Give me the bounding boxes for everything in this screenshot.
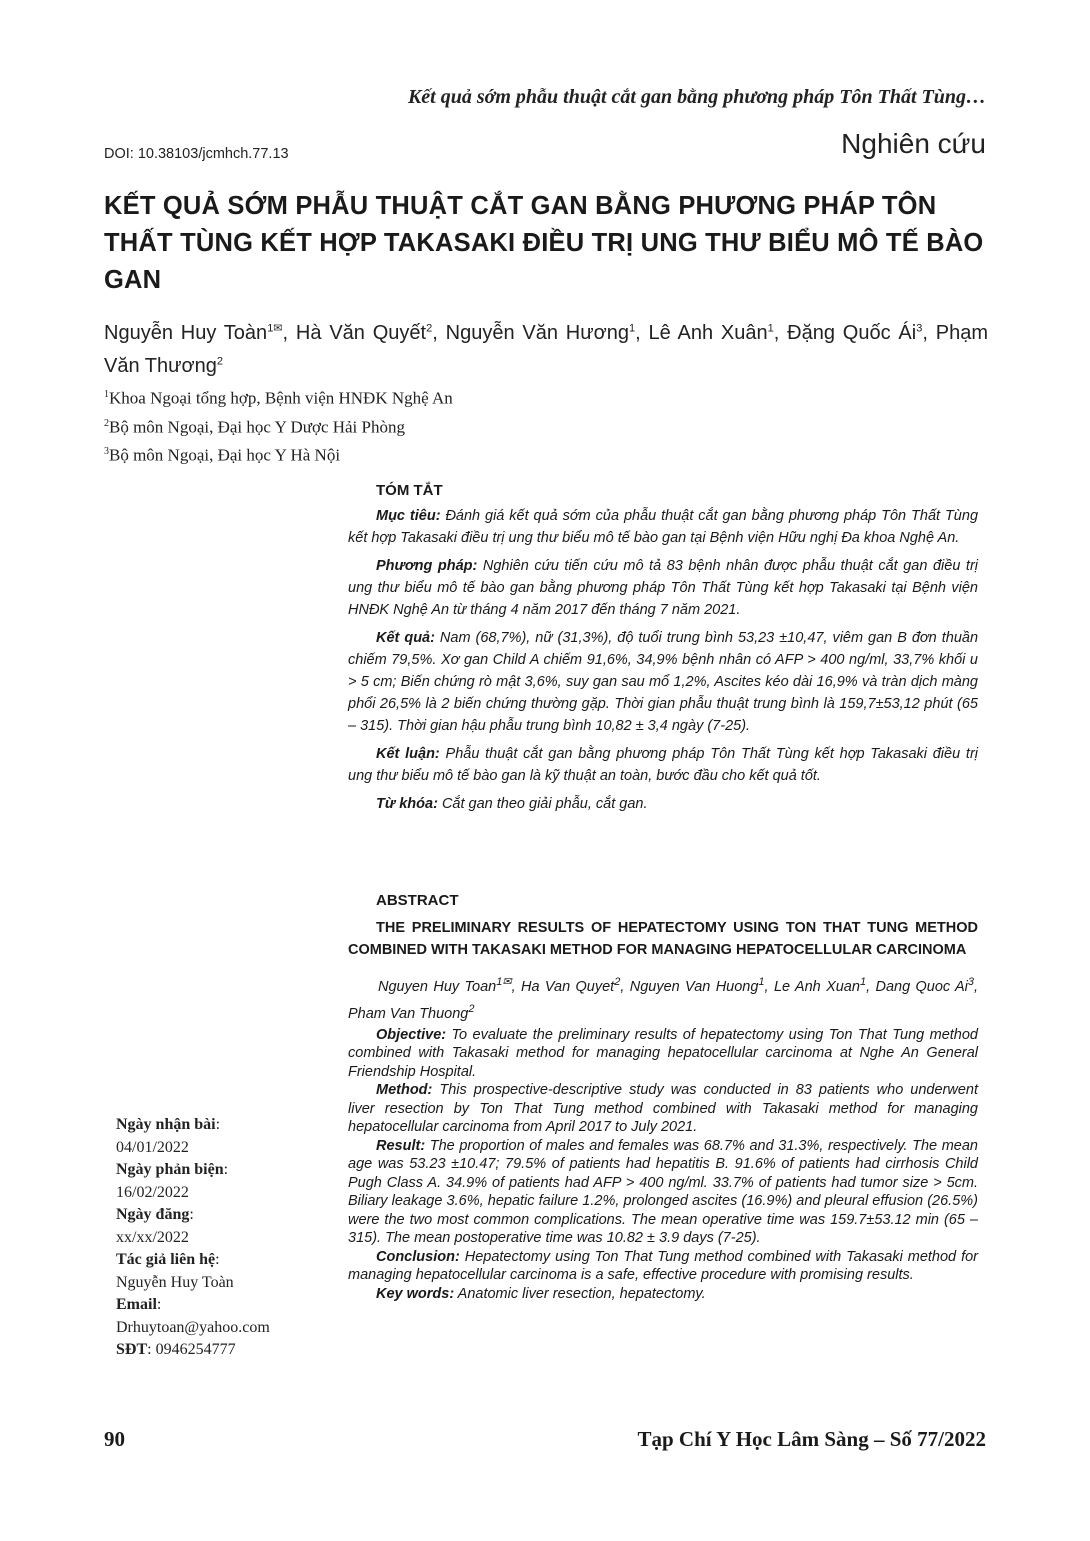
- author: Nguyen Van Huong$^1$,: [629, 976, 774, 995]
- phone-line: SĐT: 0946254777: [116, 1341, 236, 1358]
- affiliations: [104, 382, 453, 468]
- abstract-paragraph: Kết quả: Nam (68,7%), nữ (31,3%), độ tuổi trung bình 53,23 ±10,47, viêm gan B đơn thuần chiếm 79,5%. Xơ gan Child A chiếm 91,6%, 34,9% bệnh nhân có AFP > 400 ng/ml, 33,7% khối u > 5 cm; Biến chứng rò mật 3,6%, suy gan sau mổ 1,2%, Ascites kéo dài 16,9% và tràn dịch màng phổi 26,5% là 2 biến chứng thường gặp. Thời gian phẫu thuật trung bình là 159,7±53,12 phút (65 – 315). Thời gian hậu phẫu trung bình 10,82 ± 3,4 ngày (7-25).: [348, 630, 979, 734]
- abstract-heading: ABSTRACT: [376, 892, 459, 909]
- info-label: Ngày đăng:: [116, 1206, 194, 1223]
- affiliation-item: $^2$Bộ môn Ngoại, Đại học Y Dược Hải Phòng: [104, 417, 405, 437]
- keywords: Từ khóa: Cắt gan theo giải phẫu, cắt gan.: [376, 796, 648, 812]
- abstract-paragraph: Mục tiêu: Đánh giá kết quả sớm của phẫu thuật cắt gan bằng phương pháp Tôn Thất Tùng kết hợp Takasaki điều trị ung thư biểu mô tế bào gan tại Bệnh viện Hữu nghị Đa khoa Nghệ An.: [348, 508, 979, 546]
- author: Dang Quoc Ai$^3$,: [875, 976, 979, 995]
- affiliation-item: $^1$Khoa Ngoại tổng hợp, Bệnh viện HNĐK Nghệ An: [104, 388, 453, 408]
- abstract-paragraph: Kết luận: Phẫu thuật cắt gan bằng phương pháp Tôn Thất Tùng kết hợp Takasaki điều trị ung thư biểu mô tế bào gan là kỹ thuật an toàn, bước đầu cho kết quả tốt.: [348, 746, 978, 784]
- article-info-sidebar: [116, 1114, 270, 1362]
- section-label: Nghiên cứu: [841, 128, 986, 159]
- page-number: 90: [104, 1427, 125, 1451]
- author: Đặng Quốc $Ái^3$,: [787, 321, 936, 344]
- author: Nguyễn Văn Hương$^1$,: [445, 321, 649, 344]
- author: Lê Anh Xuân$^1$,: [648, 321, 788, 344]
- abstract-paragraph: Objective: To evaluate the preliminary results of hepatectomy using Ton That Tung method combined with Takasaki method for managing hepatocellular carcinoma at Nghe An General Friendship Hospital.: [348, 1026, 978, 1080]
- journal-footer: Tạp Chí Y Học Lâm Sàng – Số 77/2022: [637, 1427, 986, 1451]
- article-title: KẾT QUẢ SỚM PHẪU THUẬT CẮT GAN BẰNG PHƯƠNG PHÁP TÔN THẤT TÙNG KẾT HỢP TAKASAKI ĐIỀU TRỊ UNG THƯ BIỂU MÔ TẾ BÀO GAN: [104, 192, 984, 294]
- info-label: Email:: [116, 1296, 162, 1313]
- author-list: [104, 314, 988, 381]
- english-title: THE PRELIMINARY RESULTS OF HEPATECTOMY USING TON THAT TUNG METHOD COMBINED WITH TAKASAKI METHOD FOR MANAGING HEPATOCELLULAR CARCINOMA: [348, 920, 978, 958]
- info-label: Ngày nhận bài:: [116, 1116, 221, 1133]
- info-value: 04/01/2022: [116, 1138, 189, 1156]
- doi-label: DOI: 10.38103/jcmhch.77.13: [104, 146, 289, 162]
- abstract-paragraph: Conclusion: Hepatectomy using Ton That Tung method combined with Takasaki method for managing hepatocellular carcinoma is a safe, effective procedure with promising results.: [348, 1248, 978, 1284]
- vietnamese-abstract: [348, 482, 978, 821]
- author: Nguyen Huy Toan$^{1✉}$,: [378, 976, 521, 995]
- email-value: Drhuytoan@yahoo.com: [116, 1318, 270, 1336]
- abstract-paragraph: Method: This prospective-descriptive study was conducted in 83 patients who underwent liver resection by Ton That Tung method combined with Takasaki method for managing hepatocellular carcinoma from April 2017 to July 2021.: [348, 1082, 978, 1136]
- english-abstract: [348, 892, 978, 1303]
- running-head: Kết quả sớm phẫu thuật cắt gan bằng phương pháp Tôn Thất Tùng…: [407, 86, 986, 108]
- author: Phạm Văn Thương$^2$: [104, 321, 988, 378]
- abstract-paragraph: Result: The proportion of males and females was 68.7% and 31.3%, respectively. The mean age was 53.23 ±10.47; 79.5% of patients had hepatitis B. 91.6% of patients had cirrhosis Child Pugh Class A. 34.9% of patients had AFP > 400 ng/ml. 33.7% of patients had tumor size > 5cm. Biliary leakage 3.6%, hepatic failure 1.2%, prolonged ascites (16.9%) and pleural effusion (26.5%) were the two most common complications. The mean operative time was 159.7±53.12 min (65 – 315). The mean postoperative time was 10.82 ± 3.9 days (7-25).: [348, 1137, 978, 1247]
- info-value: xx/xx/2022: [116, 1228, 189, 1246]
- info-label: Ngày phản biện:: [116, 1161, 229, 1178]
- info-value: 16/02/2022: [116, 1183, 189, 1201]
- author: Pham Van Thuong$^2$: [348, 1002, 475, 1022]
- author: Ha Van Quyet$^2$,: [520, 976, 630, 995]
- abstract-heading: TÓM TẮT: [376, 482, 443, 499]
- author: Hà Văn Quyết$^2$,: [295, 321, 446, 344]
- english-author-list: [348, 971, 978, 1025]
- abstract-paragraph: Phương pháp: Nghiên cứu tiến cứu mô tả 83 bệnh nhân được phẫu thuật cắt gan điều trị ung thư biểu mô tế bào gan bằng phương pháp Tôn Thất Tùng kết hợp Takasaki tại Bệnh viện HNĐK Nghệ An từ tháng 4 năm 2017 đến tháng 7 năm 2021.: [348, 558, 978, 618]
- info-label: Tác giả liên hệ:: [116, 1251, 220, 1268]
- keywords: Key words: Anatomic liver resection, hepatectomy.: [376, 1285, 706, 1302]
- info-value: Nguyễn Huy Toàn: [116, 1273, 234, 1291]
- affiliation-item: $^3$Bộ môn Ngoại, Đại học Y Hà Nội: [104, 445, 341, 465]
- author: Le Anh Xuan$^1$,: [773, 976, 876, 995]
- author: Nguyễn Huy Toàn$^{1✉}$,: [104, 321, 296, 344]
